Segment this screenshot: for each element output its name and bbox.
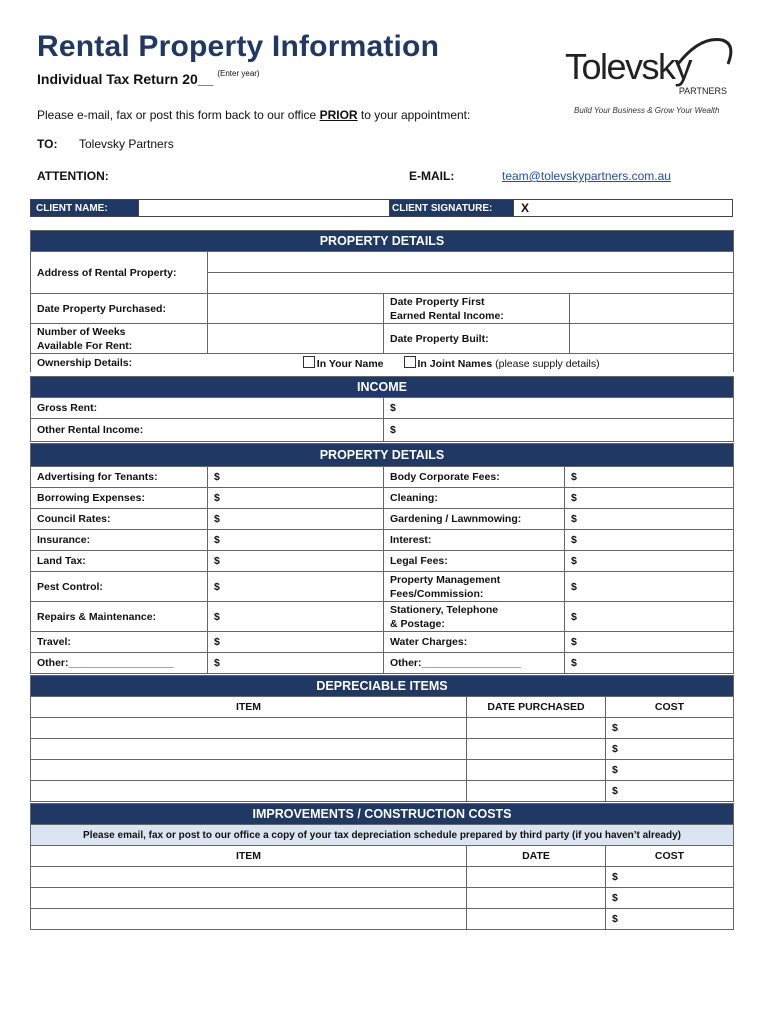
imp-col-cost: COST xyxy=(606,846,734,867)
other-income-input[interactable]: $ xyxy=(384,419,734,442)
depreciable-item-input[interactable] xyxy=(31,739,467,760)
expense-label: Cleaning: xyxy=(384,488,565,509)
weeks-available-input[interactable] xyxy=(208,324,384,354)
enter-year-note: (Enter year) xyxy=(217,69,260,78)
to-value: Tolevsky Partners xyxy=(79,137,174,151)
expense-row xyxy=(31,602,734,632)
dep-col-date: DATE PURCHASED xyxy=(467,697,606,718)
expense-amount-input[interactable]: $ xyxy=(565,572,734,602)
depreciable-row xyxy=(31,781,734,802)
expense-row xyxy=(31,653,734,674)
income-table xyxy=(30,376,734,442)
property-details-table xyxy=(30,230,734,372)
expense-row xyxy=(31,467,734,488)
expense-label: Land Tax: xyxy=(31,551,208,572)
improvement-cost-input[interactable]: $ xyxy=(606,909,734,930)
gross-rent-input[interactable]: $ xyxy=(384,398,734,419)
expense-label: Advertising for Tenants: xyxy=(31,467,208,488)
dep-col-item: ITEM xyxy=(31,697,467,718)
depreciable-row xyxy=(31,739,734,760)
depreciable-table xyxy=(30,675,734,802)
expense-amount-input[interactable]: $ xyxy=(565,467,734,488)
property-details-heading: PROPERTY DETAILS xyxy=(31,231,734,252)
improvement-date-input[interactable] xyxy=(467,909,606,930)
expense-row xyxy=(31,632,734,653)
expense-amount-input[interactable]: $ xyxy=(208,602,384,632)
in-your-name-label: In Your Name xyxy=(316,357,384,370)
expense-amount-input[interactable]: $ xyxy=(208,467,384,488)
expense-row xyxy=(31,572,734,602)
checkbox-joint-names[interactable] xyxy=(404,356,416,368)
improvement-item-input[interactable] xyxy=(31,867,467,888)
depreciable-cost-input[interactable]: $ xyxy=(606,718,734,739)
date-built-input[interactable] xyxy=(570,324,734,354)
depreciable-date-input[interactable] xyxy=(467,781,606,802)
depreciable-heading: DEPRECIABLE ITEMS xyxy=(31,676,734,697)
expense-amount-input[interactable]: $ xyxy=(208,488,384,509)
depreciable-date-input[interactable] xyxy=(467,718,606,739)
improvements-heading: IMPROVEMENTS / CONSTRUCTION COSTS xyxy=(31,804,734,825)
improvement-row xyxy=(31,867,734,888)
imp-col-item: ITEM xyxy=(31,846,467,867)
expense-row xyxy=(31,509,734,530)
depreciable-item-input[interactable] xyxy=(31,760,467,781)
ownership-label: Ownership Details: xyxy=(31,354,208,372)
joint-names-label: In Joint Names xyxy=(417,357,493,370)
subtitle-text: Individual Tax Return 20__ xyxy=(37,71,214,87)
weeks-available-label xyxy=(31,324,208,354)
date-first-earned-line-1: Date Property First xyxy=(390,295,485,308)
expense-label: Legal Fees: xyxy=(384,551,565,572)
expense-label: Council Rates: xyxy=(31,509,208,530)
address-label: Address of Rental Property: xyxy=(31,252,208,294)
expense-amount-input[interactable]: $ xyxy=(565,509,734,530)
expense-amount-input[interactable]: $ xyxy=(208,530,384,551)
instructions xyxy=(37,108,470,122)
date-first-earned-input[interactable] xyxy=(570,294,734,324)
logo-name: Tolevsky xyxy=(565,46,692,87)
weeks-line-2: Available For Rent: xyxy=(37,339,133,352)
in-your-name-option[interactable] xyxy=(208,354,384,372)
expense-label: Interest: xyxy=(384,530,565,551)
expense-amount-input[interactable]: $ xyxy=(208,653,384,674)
logo-partners: PARTNERS xyxy=(678,86,727,96)
improvements-note: Please email, fax or post to our office a copy of your tax depreciation schedule prepared by third party (if you haven’t already) xyxy=(31,825,734,846)
expense-label: Other:_________________ xyxy=(384,653,565,674)
attention-label: ATTENTION: xyxy=(37,169,109,183)
improvements-table xyxy=(30,803,734,930)
joint-names-note: (please supply details) xyxy=(492,357,600,370)
imp-col-date: DATE xyxy=(467,846,606,867)
improvement-date-input[interactable] xyxy=(467,888,606,909)
expense-label: Gardening / Lawnmowing: xyxy=(384,509,565,530)
expense-row xyxy=(31,530,734,551)
improvement-date-input[interactable] xyxy=(467,867,606,888)
client-row xyxy=(30,199,733,217)
instruction-text-end: to your appointment: xyxy=(357,108,471,122)
depreciable-item-input[interactable] xyxy=(31,718,467,739)
depreciable-row xyxy=(31,760,734,781)
date-purchased-input[interactable] xyxy=(208,294,384,324)
depreciable-cost-input[interactable]: $ xyxy=(606,760,734,781)
other-income-label: Other Rental Income: xyxy=(31,419,384,442)
expense-label: Water Charges: xyxy=(384,632,565,653)
expense-amount-input[interactable]: $ xyxy=(208,551,384,572)
client-signature-input[interactable]: X xyxy=(513,200,732,216)
expense-label: Property Management Fees/Commission: xyxy=(384,572,565,602)
expense-label: Other:__________________ xyxy=(31,653,208,674)
expenses-table xyxy=(30,443,734,674)
expense-amount-input[interactable]: $ xyxy=(565,632,734,653)
date-built-label: Date Property Built: xyxy=(384,324,570,354)
expense-label: Borrowing Expenses: xyxy=(31,488,208,509)
expense-label: Body Corporate Fees: xyxy=(384,467,565,488)
expense-amount-input[interactable]: $ xyxy=(565,530,734,551)
expense-row xyxy=(31,551,734,572)
depreciable-cost-input[interactable]: $ xyxy=(606,739,734,760)
instruction-text: Please e-mail, fax or post this form back to our office xyxy=(37,108,320,122)
weeks-line-1: Number of Weeks xyxy=(37,325,126,338)
company-logo xyxy=(560,34,735,124)
expense-amount-input[interactable]: $ xyxy=(565,653,734,674)
expense-label: Insurance: xyxy=(31,530,208,551)
gross-rent-label: Gross Rent: xyxy=(31,398,384,419)
email-link[interactable]: team@tolevskypartners.com.au xyxy=(502,169,671,183)
expense-amount-input[interactable]: $ xyxy=(208,632,384,653)
improvement-row xyxy=(31,888,734,909)
expense-amount-input[interactable]: $ xyxy=(565,602,734,632)
instruction-emphasis: PRIOR xyxy=(319,108,358,122)
expense-label: Stationery, Telephone & Postage: xyxy=(384,602,565,632)
page-title: Rental Property Information xyxy=(37,30,440,63)
address-line-2[interactable] xyxy=(208,273,734,294)
improvement-cost-input[interactable]: $ xyxy=(606,888,734,909)
depreciable-date-input[interactable] xyxy=(467,739,606,760)
improvement-item-input[interactable] xyxy=(31,888,467,909)
improvement-item-input[interactable] xyxy=(31,909,467,930)
expense-label: Repairs & Maintenance: xyxy=(31,602,208,632)
expense-label: Travel: xyxy=(31,632,208,653)
expense-row xyxy=(31,488,734,509)
depreciable-date-input[interactable] xyxy=(467,760,606,781)
depreciable-row xyxy=(31,718,734,739)
dep-col-cost: COST xyxy=(606,697,734,718)
depreciable-cost-input[interactable]: $ xyxy=(606,781,734,802)
client-name-label: CLIENT NAME: xyxy=(31,200,138,216)
address-line-1[interactable] xyxy=(208,252,734,273)
date-first-earned-line-2: Earned Rental Income: xyxy=(390,309,504,322)
to-label: TO: xyxy=(37,137,58,151)
joint-names-option[interactable] xyxy=(384,354,734,372)
improvement-cost-input[interactable]: $ xyxy=(606,867,734,888)
checkbox-your-name[interactable] xyxy=(303,356,315,368)
logo-tagline: Build Your Business & Grow Your Wealth xyxy=(574,106,720,115)
email-label: E-MAIL: xyxy=(409,169,455,183)
date-purchased-label: Date Property Purchased: xyxy=(31,294,208,324)
expense-label: Pest Control: xyxy=(31,572,208,602)
client-name-input[interactable] xyxy=(138,200,390,216)
expense-amount-input[interactable]: $ xyxy=(565,551,734,572)
income-heading: INCOME xyxy=(31,377,734,398)
depreciable-item-input[interactable] xyxy=(31,781,467,802)
improvement-row xyxy=(31,909,734,930)
expenses-heading: PROPERTY DETAILS xyxy=(31,444,734,467)
expense-amount-input[interactable]: $ xyxy=(565,488,734,509)
client-signature-label: CLIENT SIGNATURE: xyxy=(390,200,513,216)
expense-amount-input[interactable]: $ xyxy=(208,509,384,530)
form-subtitle xyxy=(37,71,260,87)
expense-amount-input[interactable]: $ xyxy=(208,572,384,602)
date-first-earned-label xyxy=(384,294,570,324)
